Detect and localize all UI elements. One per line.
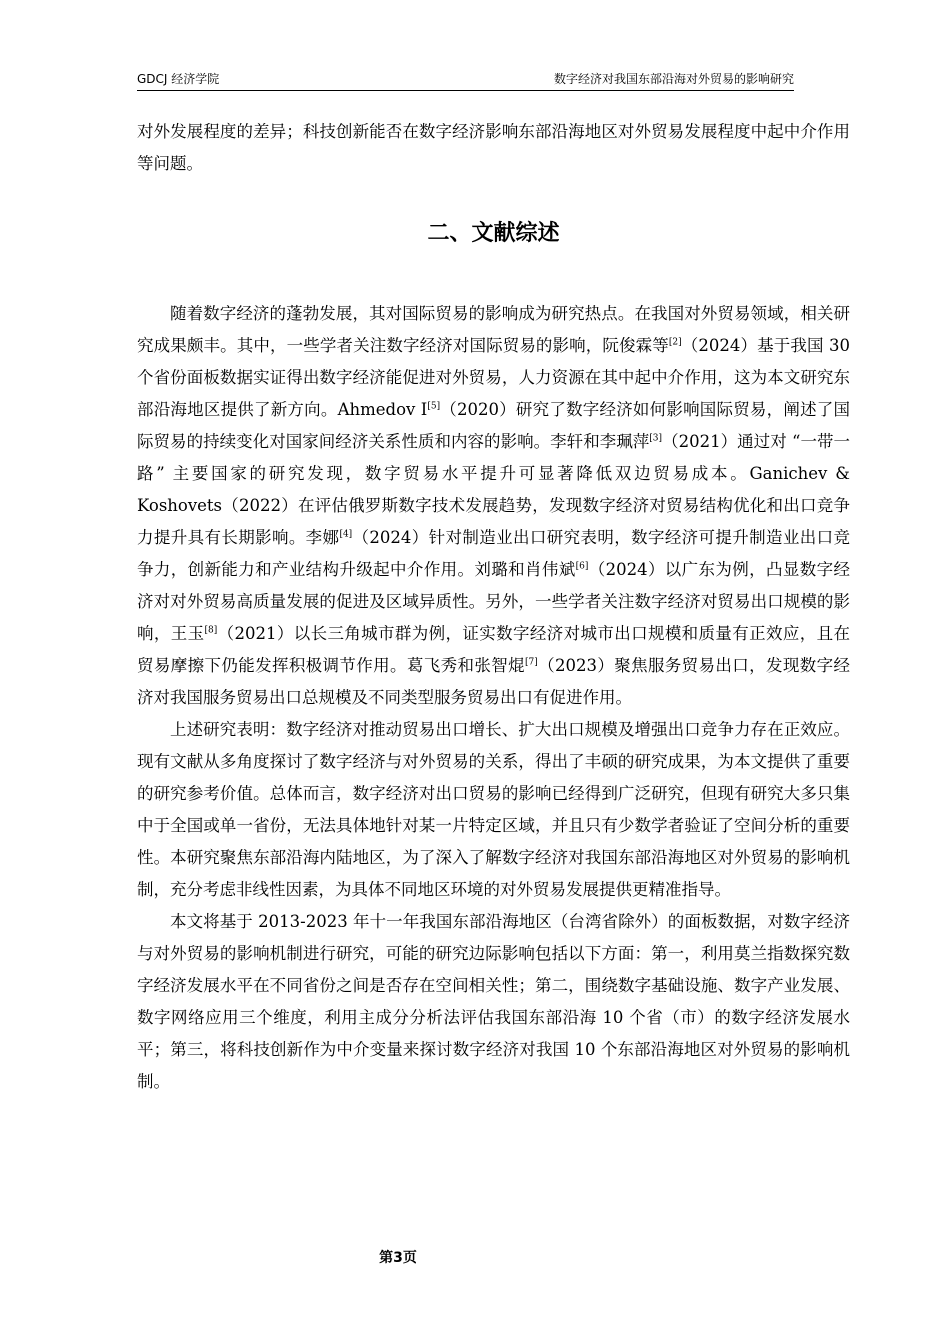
- citation-ref: [4]: [339, 529, 353, 540]
- citation-ref: [5]: [427, 401, 441, 412]
- section-title: 二、文献综述: [427, 221, 560, 246]
- p1-text-3: （2020）研究了数字经济如何影响国际贸易，阐述了国际贸易的持续变化对国家间经济关系性质和内容的影响。李轩和李珮萍: [137, 400, 850, 451]
- intro-paragraph-tail: [137, 116, 850, 180]
- header-paper-title: 数字经济对我国东部沿海对外贸易的影响研究: [553, 72, 794, 86]
- literature-review-body: [137, 298, 850, 1098]
- paragraph-3: 本文将基于 2013-2023 年十一年我国东部沿海地区（台湾省除外）的面板数据，对数字经济与对外贸易的影响机制进行研究，可能的研究边际影响包括以下方面：第一，利用莫兰指数探究数字经济发展水平在不同省份之间是否存在空间相关性；第二，围绕数字基础设施、数字产业发展、数字网络应用三个维度，利用主成分分析法评估我国东部沿海 10 个省（市）的数字经济发展水平；第三，将科技创新作为中介变量来探讨数字经济对我国 10 个东部沿海地区对外贸易的影响机制。: [137, 912, 850, 1091]
- p1-text-5: （2024）针对制造业出口研究表明，数字经济可提升制造业出口竞争力，创新能力和产业结构升级起中介作用。刘璐和肖伟斌: [137, 528, 851, 579]
- citation-ref: [6]: [575, 561, 589, 572]
- p1-text-4: （2021）通过对 “一带一路” 主要国家的研究发现，数字贸易水平提升可显著降低双边贸易成本。Ganichev & Koshovets（2022）在评估俄罗斯数字技术发展趋势，发现数字经济对贸易结构优化和出口竞争力提升具有长期影响。李娜: [137, 432, 851, 547]
- p1-text-1: 随着数字经济的蓬勃发展，其对国际贸易的影响成为研究热点。在我国对外贸易领域，相关研究成果颇丰。其中，一些学者关注数字经济对国际贸易的影响，阮俊霖等: [137, 304, 850, 355]
- citation-ref: [8]: [204, 625, 218, 636]
- running-header: [137, 70, 794, 91]
- p1-text-7: （2021）以长三角城市群为例，证实数字经济对城市出口规模和质量有正效应，且在贸易摩擦下仍能发挥积极调节作用。葛飞秀和张智焜: [137, 624, 851, 675]
- page-number: 第3页: [379, 1250, 417, 1266]
- citation-ref: [7]: [524, 657, 538, 668]
- paragraph-2: 上述研究表明：数字经济对推动贸易出口增长、扩大出口规模及增强出口竞争力存在正效应。现有文献从多角度探讨了数字经济与对外贸易的关系，得出了丰硕的研究成果，为本文提供了重要的研究参考价值。总体而言，数字经济对出口贸易的影响已经得到广泛研究，但现有研究大多只集中于全国或单一省份，无法具体地针对某一片特定区域，并且只有少数学者验证了空间分析的重要性。本研究聚焦东部沿海内陆地区，为了深入了解数字经济对我国东部沿海地区对外贸易的影响机制，充分考虑非线性因素，为具体不同地区环境的对外贸易发展提供更精准指导。: [137, 720, 850, 899]
- p1-text-2: （2024）基于我国 30 个省份面板数据实证得出数字经济能促进对外贸易，人力资源在其中起中介作用，这为本文研究东部沿海地区提供了新方向。Ahmedov I: [137, 336, 851, 419]
- paragraph-1: [137, 298, 850, 714]
- p1-text-6: （2024）以广东为例，凸显数字经济对对外贸易高质量发展的促进及区域异质性。另外，一些学者关注数字经济对贸易出口规模的影响，王玉: [137, 560, 850, 643]
- citation-ref: [2]: [668, 337, 682, 348]
- p1-text-8: （2023）聚焦服务贸易出口，发现数字经济对我国服务贸易出口总规模及不同类型服务贸易出口有促进作用。: [137, 656, 850, 707]
- intro-text: 对外发展程度的差异；科技创新能否在数字经济影响东部沿海地区对外贸易发展程度中起中介作用等问题。: [137, 122, 850, 173]
- citation-ref: [3]: [649, 433, 663, 444]
- header-institution: GDCJ 经济学院: [137, 72, 220, 86]
